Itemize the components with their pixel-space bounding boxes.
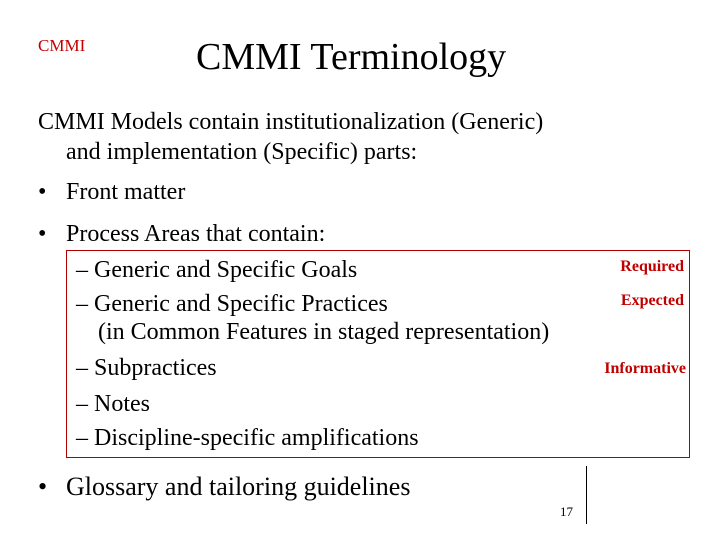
tag-required: Required <box>620 258 684 275</box>
intro-line-1: CMMI Models contain institutionalization (Generic) <box>38 109 544 135</box>
page-number: 17 <box>560 504 573 519</box>
corner-label: CMMI <box>38 36 86 55</box>
bullet-front-matter <box>38 178 438 206</box>
slide-title: CMMI Terminology <box>196 36 507 78</box>
bullet-text: Glossary and tailoring guidelines <box>66 472 411 501</box>
bullet-marker: • <box>38 221 47 247</box>
pa-item-notes: – Notes <box>76 391 150 417</box>
page-number-divider <box>586 466 587 524</box>
tag-informative: Informative <box>604 360 686 377</box>
pa-item-subpractices: – Subpractices <box>76 355 217 381</box>
pa-item-common-features: (in Common Features in staged representation) <box>98 319 550 345</box>
tag-expected: Expected <box>620 292 684 309</box>
bullet-text: Process Areas that contain: <box>66 221 326 247</box>
pa-item-amplifications: – Discipline-specific amplifications <box>76 425 419 451</box>
pa-item-goals: – Generic and Specific Goals <box>76 257 358 283</box>
bullet-process-areas <box>38 220 488 248</box>
intro-line-2: and implementation (Specific) parts: <box>66 139 418 165</box>
bullet-marker: • <box>38 179 47 205</box>
bullet-marker: • <box>38 472 48 501</box>
bullet-glossary <box>38 472 518 502</box>
pa-item-practices: – Generic and Specific Practices <box>76 291 388 317</box>
bullet-text: Front matter <box>66 179 186 205</box>
